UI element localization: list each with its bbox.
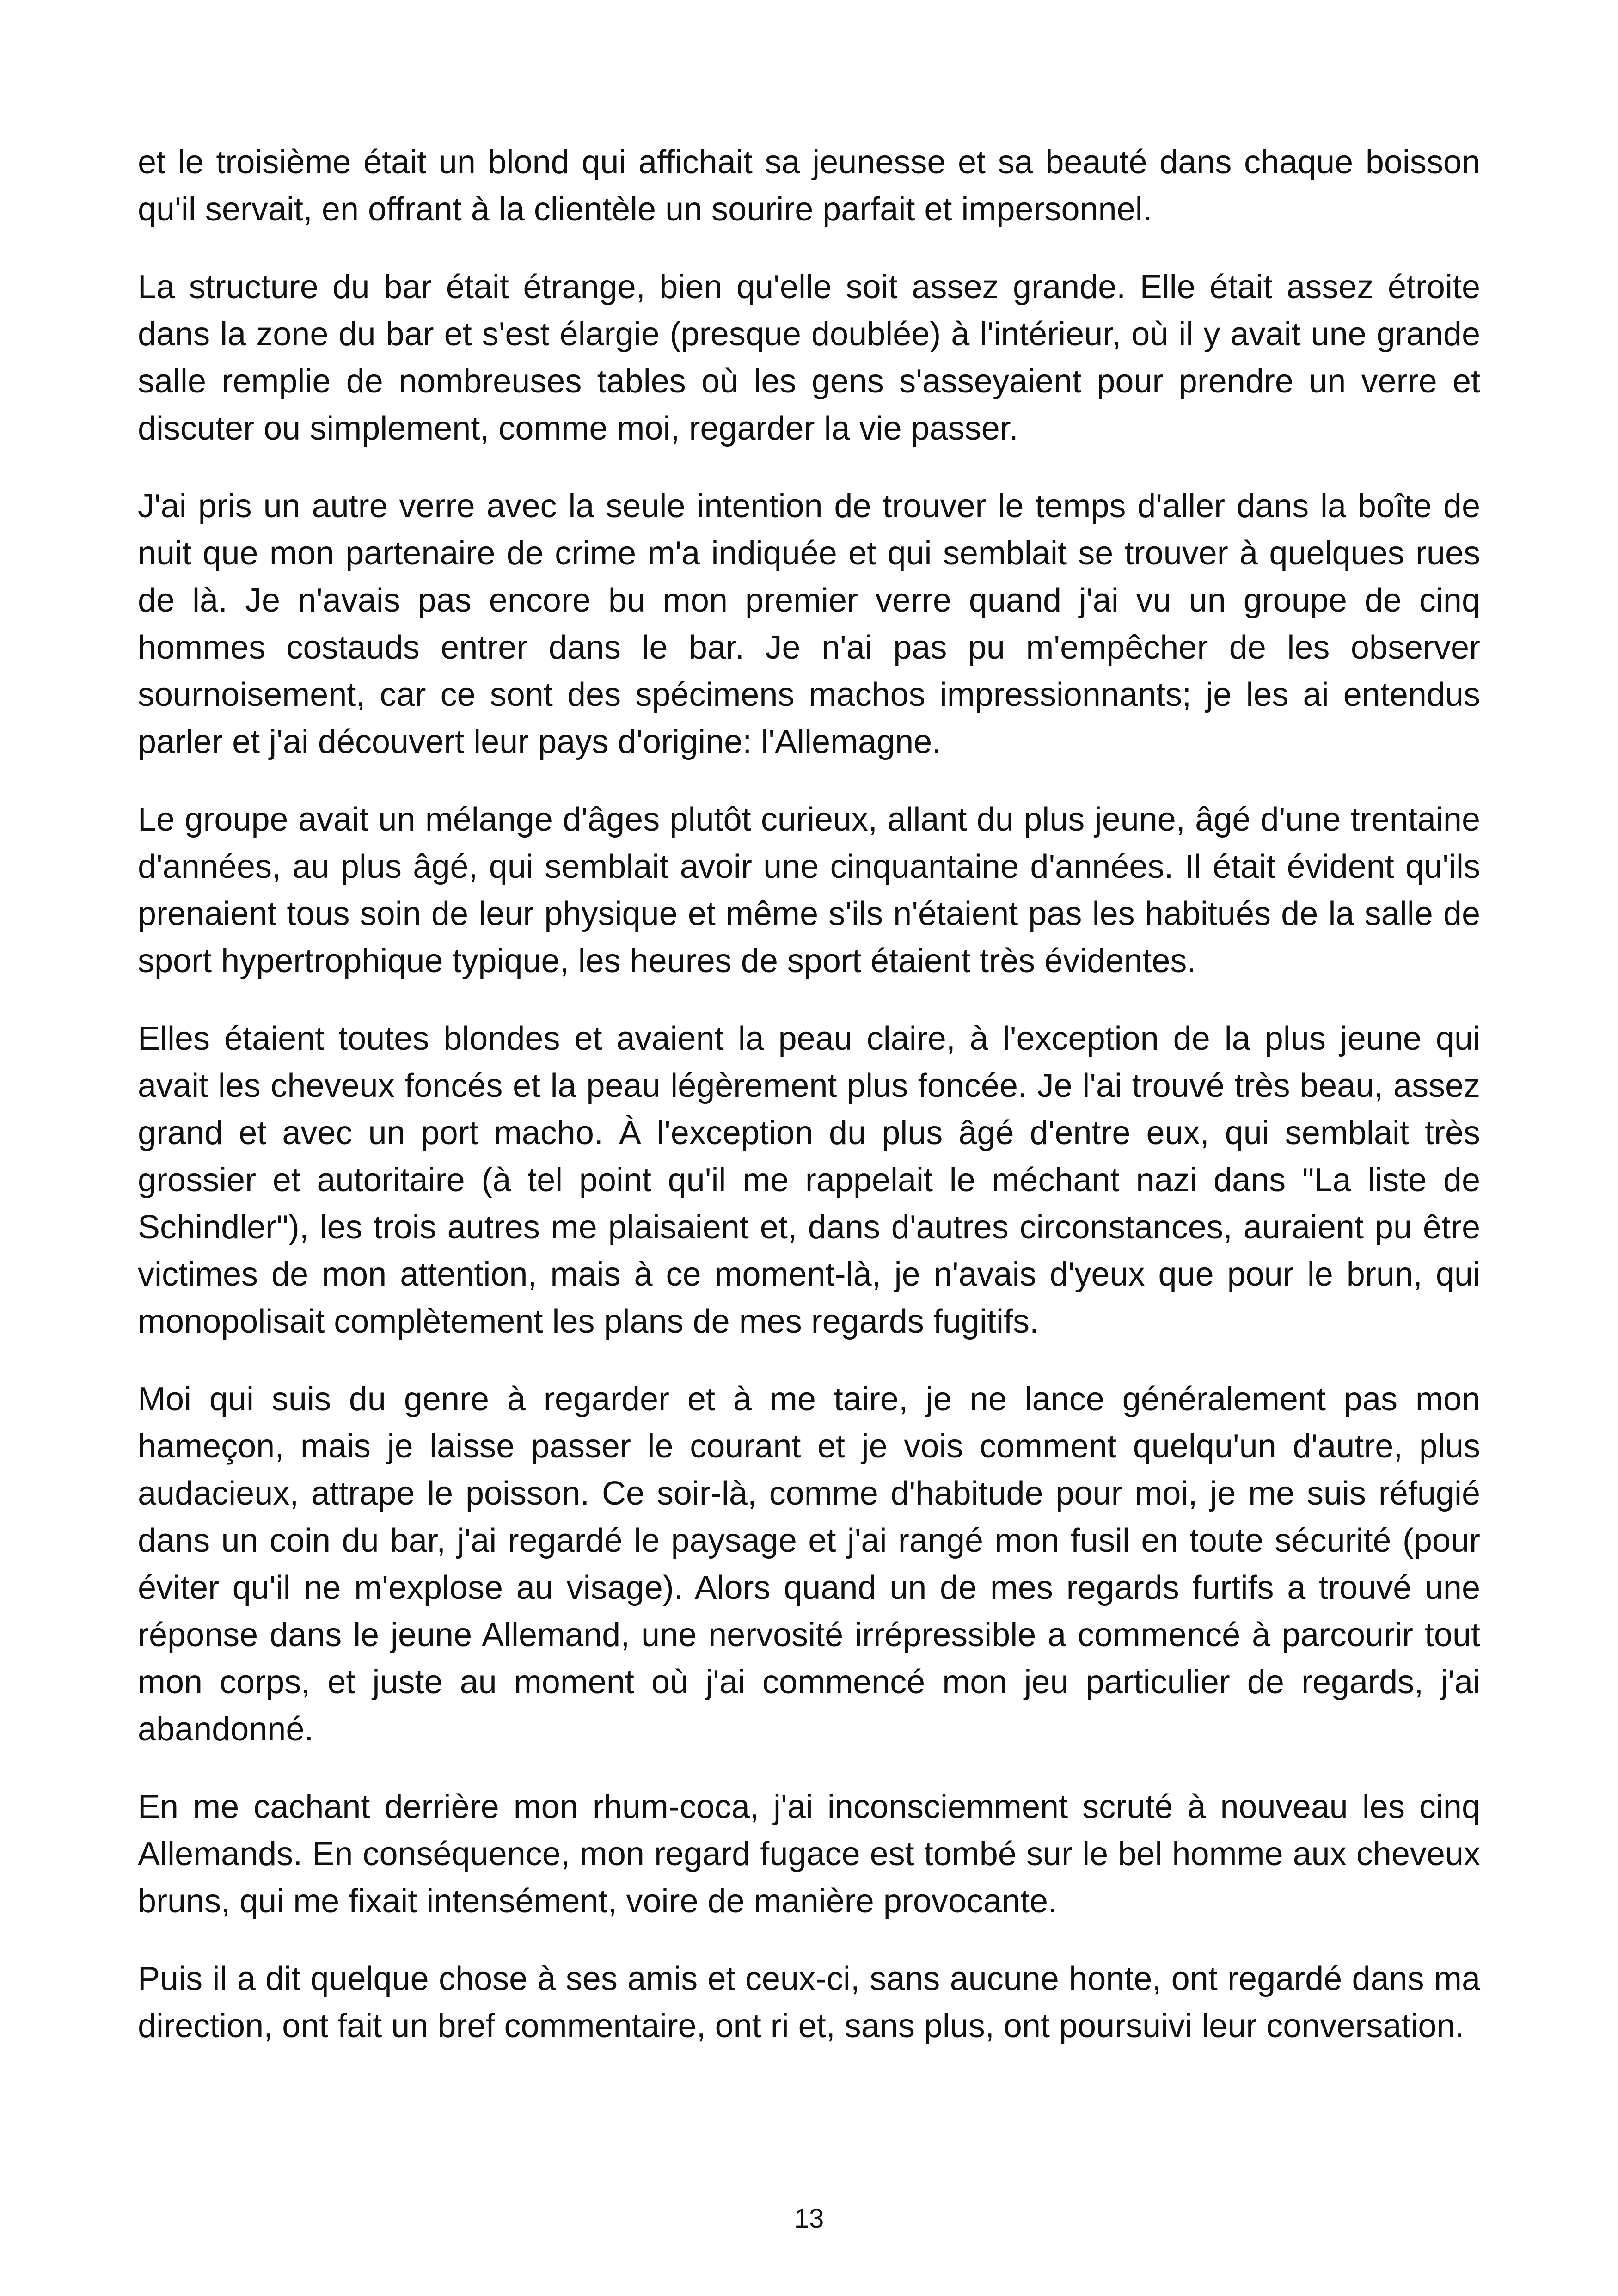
paragraph: J'ai pris un autre verre avec la seule intention de trouver le temps d'aller dans la boîte de nuit que mon partenaire de crime m'a indiquée et qui semblait se trouver à quelques rues de là. Je n'avais pas encore bu mon premier verre quand j'ai vu un groupe de cinq hommes costauds entrer dans le bar. Je n'ai pas pu m'empêcher de les observer sournoisement, car ce sont des spécimens machos impressionnants; je les ai entendus parler et j'ai découvert leur pays d'origine: l'Allemagne. xyxy=(138,488,1480,760)
paragraph: Puis il a dit quelque chose à ses amis et ceux-ci, sans aucune honte, ont regardé dans ma direction, ont fait un bref commentaire, ont ri et, sans plus, ont poursuivi leur conversation. xyxy=(138,1960,1480,2045)
paragraph: Le groupe avait un mélange d'âges plutôt curieux, allant du plus jeune, âgé d'une trentaine d'années, au plus âgé, qui semblait avoir une cinquantaine d'années. Il était évident qu'ils prenaient tous soin de leur physique et même s'ils n'étaient pas les habitués de la salle de sport hypertrophique typique, les heures de sport étaient très évidentes. xyxy=(138,801,1480,980)
paragraph: Moi qui suis du genre à regarder et à me taire, je ne lance généralement pas mon hameçon, mais je laisse passer le courant et je vois comment quelqu'un d'autre, plus audacieux, attrape le poisson. Ce soir-là, comme d'habitude pour moi, je me suis réfugié dans un coin du bar, j'ai regardé le paysage et j'ai rangé mon fusil en toute sécurité (pour éviter qu'il ne m'explose au visage). Alors quand un de mes regards furtifs a trouvé une réponse dans le jeune Allemand, une nervosité irrépressible a commencé à parcourir tout mon corps, et juste au moment où j'ai commencé mon jeu particulier de regards, j'ai abandonné. xyxy=(138,1381,1480,1748)
paragraph: La structure du bar était étrange, bien qu'elle soit assez grande. Elle était assez étroite dans la zone du bar et s'est élargie (presque doublée) à l'intérieur, où il y avait une grande salle remplie de nombreuses tables où les gens s'asseyaient pour prendre un verre et discuter ou simplement, comme moi, regarder la vie passer. xyxy=(138,269,1480,447)
paragraph: et le troisième était un blond qui affichait sa jeunesse et sa beauté dans chaque boisson qu'il servait, en offrant à la clientèle un sourire parfait et impersonnel. xyxy=(138,144,1480,228)
page-number: 13 xyxy=(794,2204,824,2234)
paragraph: Elles étaient toutes blondes et avaient la peau claire, à l'exception de la plus jeune qui avait les cheveux foncés et la peau légèrement plus foncée. Je l'ai trouvé très beau, assez grand et avec un port macho. À l'exception du plus âgé d'entre eux, qui semblait très grossier et autoritaire (à tel point qu'il me rappelait le méchant nazi dans "La liste de Schindler"), les trois autres me plaisaient et, dans d'autres circonstances, auraient pu être victimes de mon attention, mais à ce moment-là, je n'avais d'yeux que pour le brun, qui monopolisait complètement les plans de mes regards fugitifs. xyxy=(138,1020,1480,1340)
paragraph: En me cachant derrière mon rhum-coca, j'ai inconsciemment scruté à nouveau les cinq Allemands. En conséquence, mon regard fugace est tombé sur le bel homme aux cheveux bruns, qui me fixait intensément, voire de manière provocante. xyxy=(138,1788,1480,1920)
body-text xyxy=(138,139,1480,2050)
